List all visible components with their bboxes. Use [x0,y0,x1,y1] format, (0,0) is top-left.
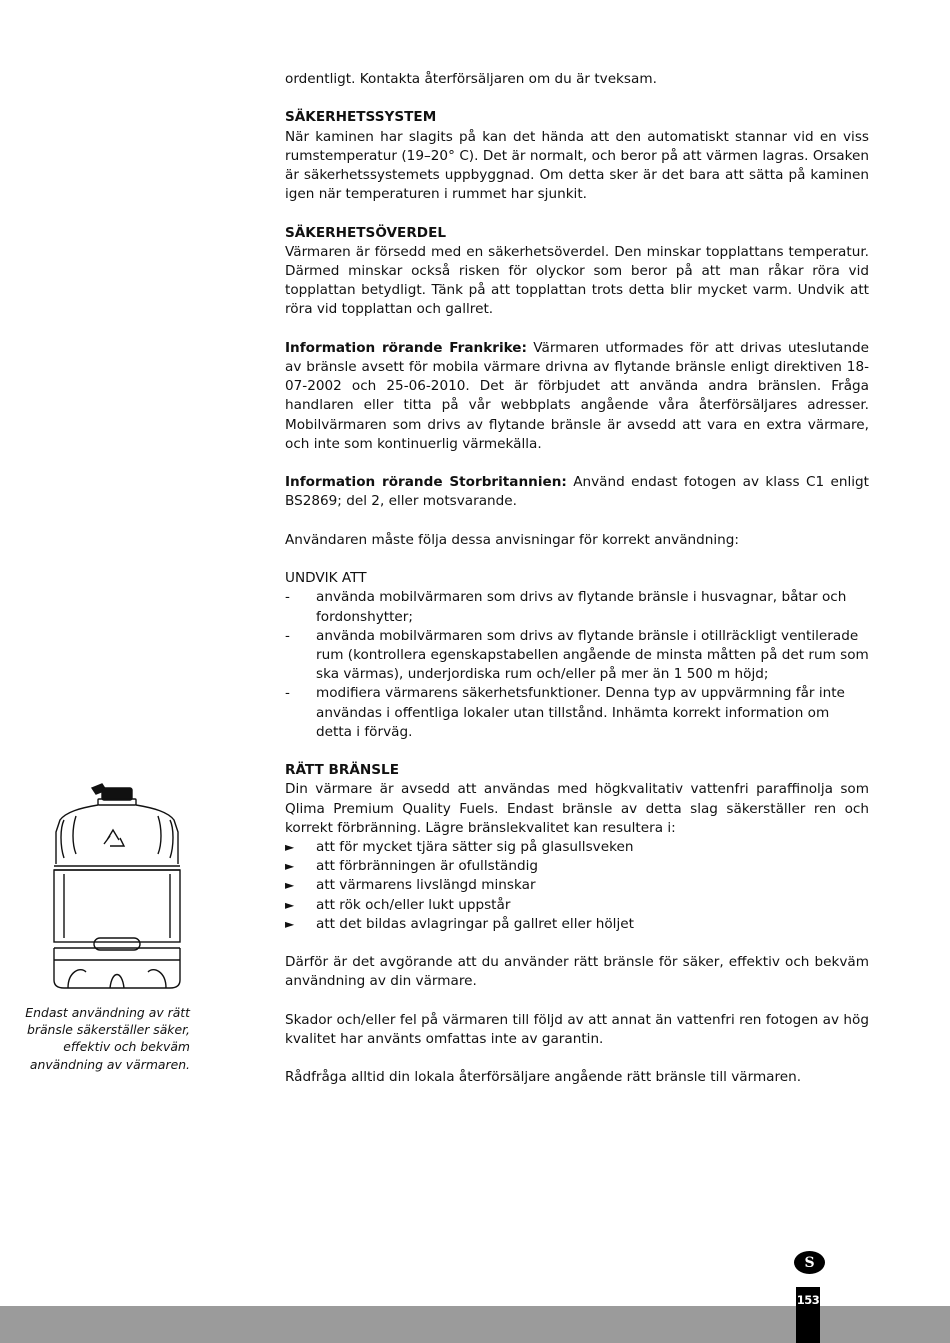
therefore-paragraph: Därför är det avgörande att du använder rätt bränsle för säker, effektiv och bekväm användning av din värmare. [285,954,869,990]
dash-marker: - [285,685,290,702]
main-text-column [285,70,869,1088]
safety-system-heading: SÄKERHETSSYSTEM [285,109,437,126]
france-paragraph [285,339,869,454]
avoid-heading: UNDVIK ATT [285,570,367,587]
fuel-list-item [285,838,869,857]
triangle-bullet-icon: ► [285,859,295,874]
avoid-list-item [285,684,869,742]
dash-marker: - [285,589,290,606]
consult-paragraph: Rådfråga alltid din lokala återförsäljare angående rätt bränsle till värmaren. [285,1069,802,1086]
avoid-item-text: använda mobilvärmaren som drivs av flytande bränsle i otillräckligt ventilerade rum (kontrollera egenskapstabellen angående de minsta måtten på det rum som ska värmas), underjordiska rum och/eller på mer än 1 500 m höjd; [316,627,869,683]
safety-system-paragraph: När kaminen har slagits på kan det hända att den automatiskt stannar vid en viss rumstemperatur (19–20° C). Det är normalt, och beror på att värmen lagras. Orsaken är säkerhetssystemets uppbyggnad. Om detta sker är det bara att sätta på kaminen igen när temperaturen i rummet har sjunkit. [285,128,869,203]
avoid-item-text: modifiera värmarens säkerhetsfunktioner. Denna typ av uppvärmning får inte användas i offentliga lokaler utan tillstånd. Inhämta korrekt information om detta i förväg. [316,685,845,740]
fuel-item-text: att rök och/eller lukt uppstår [316,896,511,913]
triangle-bullet-icon: ► [285,878,295,893]
uk-text: Använd endast fotogen av klass C1 enligt BS2869; del 2, eller motsvarande. [285,474,870,510]
france-text: Värmaren utformades för att drivas uteslutande av bränsle avsett för mobila värmare drivna av flytande bränsle enligt direktiven 18-07-2002 och 25-06-2010. Det är förbjudet att använda andra bränslen. Fråga handlaren eller titta på vår webbplats angående våra återförsäljares adresser. Mobilvärmaren som drivs av flytande bränsle är avsedd att vara en extra värmare, och inte som kontinuerlig värmekälla. [285,339,869,452]
language-badge: S [794,1251,825,1274]
triangle-bullet-icon: ► [285,916,295,931]
france-lead: Information rörande Frankrike: [285,339,527,356]
triangle-bullet-icon: ► [285,897,295,912]
safety-top-heading: SÄKERHETSÖVERDEL [285,224,447,241]
fuel-list-item [285,896,869,915]
fuel-list-item [285,857,869,876]
fuel-heading: RÄTT BRÄNSLE [285,762,399,779]
avoid-item-text: använda mobilvärmaren som drivs av flytande bränsle i husvagnar, båtar och fordonshytter; [316,589,847,625]
fuel-canister-illustration [50,782,190,992]
page-number: 153 [796,1287,820,1343]
fuel-paragraph: Din värmare är avsedd att användas med högkvalitativ vattenfri paraffinolja som Qlima Premium Quality Fuels. Endast bränsle av detta slag säkerställer ren och korrekt förbränning. Lägre bränslekvalitet kan resultera i: [285,781,869,836]
damage-paragraph: Skador och/eller fel på värmaren till följd av att annat än vattenfri ren fotogen av hög kvalitet har använts omfattas inte av garantin. [285,1011,869,1048]
triangle-bullet-icon: ► [285,840,295,855]
uk-paragraph [285,473,869,511]
user-must-paragraph: Användaren måste följa dessa anvisningar för korrekt användning: [285,531,739,548]
avoid-list-item [285,588,869,626]
uk-lead: Information rörande Storbritannien: [285,474,567,491]
fuel-list-item [285,876,869,895]
fuel-item-text: att det bildas avlagringar på gallret eller höljet [316,915,634,932]
fuel-item-text: att för mycket tjära sätter sig på glasullsveken [316,839,634,856]
fuel-list-item [285,915,869,934]
dash-marker: - [285,627,290,644]
figure-caption: Endast användning av rätt bränsle säkerställer säker, effektiv och bekväm användning av värmaren. [25,1005,190,1072]
avoid-list-item [285,627,869,685]
safety-top-paragraph: Värmaren är försedd med en säkerhetsöverdel. Den minskar topplattans temperatur. Därmed minskar också risken för olyckor som beror på att man råkar röra vid topplattan betydligt. Tänk på att topplattan trots detta blir mycket varm. Undvik att röra vid topplattan och gallret. [285,243,869,318]
fuel-item-text: att värmarens livslängd minskar [316,877,536,894]
fuel-item-text: att förbränningen är ofullständig [316,858,539,875]
intro-paragraph: ordentligt. Kontakta återförsäljaren om du är tveksam. [285,71,657,87]
